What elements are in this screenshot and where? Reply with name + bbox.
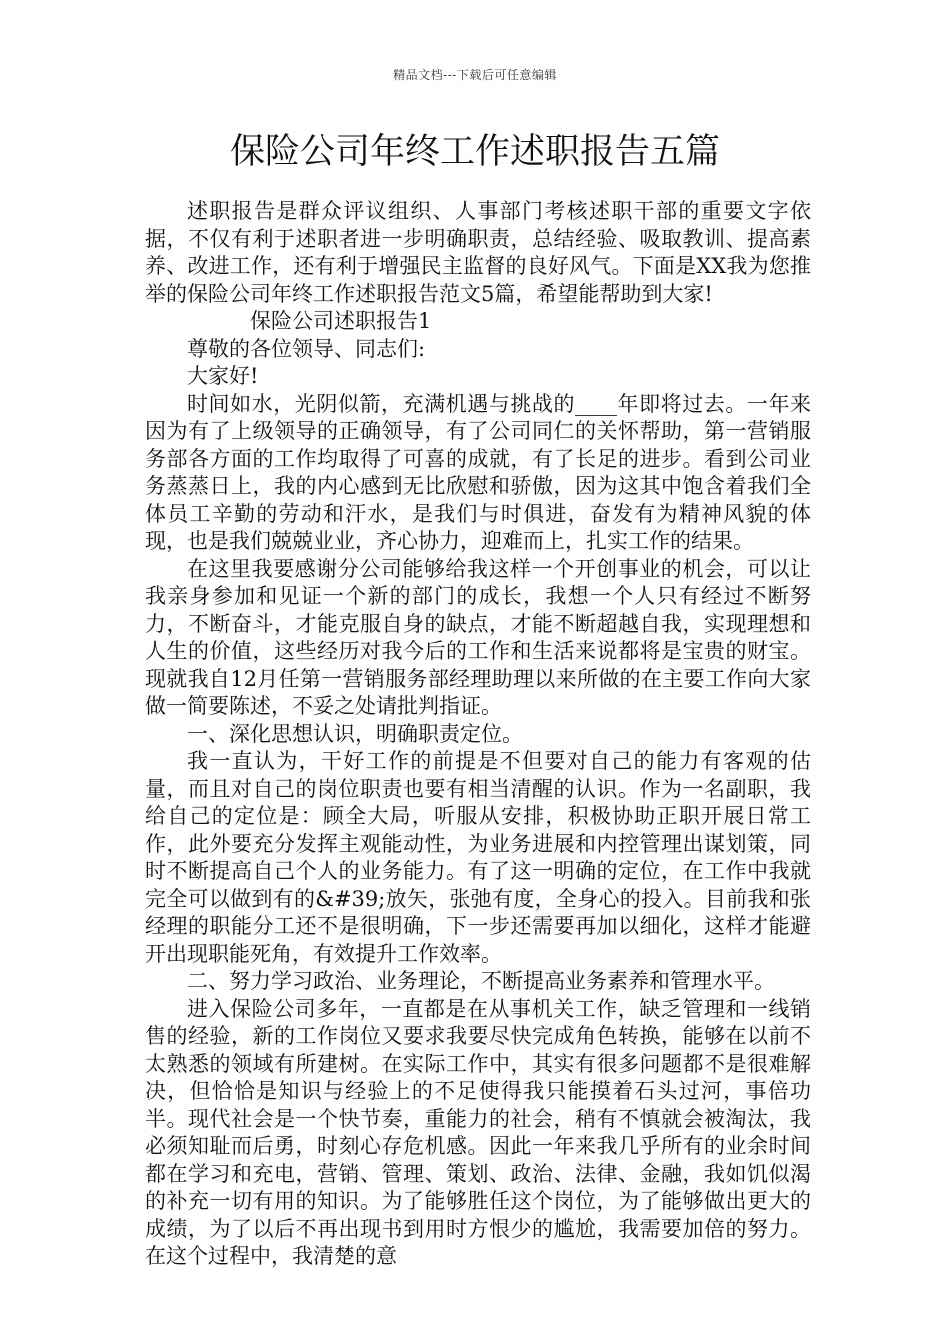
- header-note: 精品文档---下载后可任意编辑: [393, 68, 557, 82]
- body-paragraph: 进入保险公司多年，一直都是在从事机关工作，缺乏管理和一线销售的经验，新的工作岗位又要求我要尽快完成角色转换，能够在以前不太熟悉的领域有所建树。在实际工作中，其实有很多问题都不是很难解决，但恰恰是知识与经验上的不足使得我只能摸着石头过河，事倍功半。现代社会是一个快节奏，重能力的社会，稍有不慎就会被淘汰，我必须知耻而后勇，时刻心存危机感。因此一年来我几乎所有的业余时间都在学习和充电，营销、管理、策划、政治、法律、金融，我如饥似渴的补充一切有用的知识。为了能够胜任这个岗位，为了能够做出更大的成绩，为了以后不再出现书到用时方恨少的尴尬，我需要加倍的努力。在这个过程中，我清楚的意: [145, 996, 811, 1268]
- subheading: 一、深化思想认识，明确职责定位。: [187, 721, 523, 746]
- salutation: 尊敬的各位领导、同志们:: [187, 336, 426, 361]
- subheading: 二、努力学习政治、业务理论，不断提高业务素养和管理水平。: [187, 969, 775, 993]
- section-heading: 保险公司述职报告1: [250, 309, 432, 333]
- greeting: 大家好!: [187, 364, 259, 388]
- document-body: [145, 198, 811, 1271]
- body-paragraph: 时间如水，光阴似箭，充满机遇与挑战的____年即将过去。一年来因为有了上级领导的正确领导，有了公司同仁的关怀帮助，第一营销服务部各方面的工作均取得了可喜的成就，有了长足的进步。看到公司业务蒸蒸日上，我的内心感到无比欣慰和骄傲，因为这其中饱含着我们全体员工辛勤的劳动和汗水，是我们与时俱进，奋发有为精神风貌的体现，也是我们兢兢业业，齐心协力，迎难而上，扎实工作的结果。: [145, 391, 811, 553]
- intro-paragraph: 述职报告是群众评议组织、人事部门考核述职干部的重要文字依据，不仅有利于述职者进一步明确职责，总结经验、吸取教训、提高素养、改进工作，还有利于增强民主监督的良好风气。下面是XX我为您推举的保险公司年终工作述职报告范文5篇，希望能帮助到大家!: [145, 199, 811, 306]
- body-paragraph: 我一直认为，干好工作的前提是不但要对自己的能力有客观的估量，而且对自己的岗位职责也要有相当清醒的认识。作为一名副职，我给自己的定位是：顾全大局，听服从安排，积极协助正职开展日常工作，此外要充分发挥主观能动性，为业务进展和内控管理出谋划策，同时不断提高自己个人的业务能力。有了这一明确的定位，在工作中我就完全可以做到有的&#39;放矢，张弛有度，全身心的投入。目前我和张经理的职能分工还不是很明确，下一步还需要再加以细化，这样才能避开出现职能死角，有效提升工作效率。: [145, 749, 811, 966]
- document-title: 保险公司年终工作述职报告五篇: [229, 132, 720, 172]
- body-paragraph: 在这里我要感谢分公司能够给我这样一个开创事业的机会，可以让我亲身参加和见证一个新的部门的成长，我想一个人只有经过不断努力，不断奋斗，才能克服自身的缺点，才能不断超越自我，实现理想和人生的价值，这些经历对我今后的工作和生活来说都将是宝贵的财宝。现就我自12月任第一营销服务部经理助理以来所做的在主要工作向大家做一简要陈述，不妥之处请批判指证。: [145, 556, 811, 718]
